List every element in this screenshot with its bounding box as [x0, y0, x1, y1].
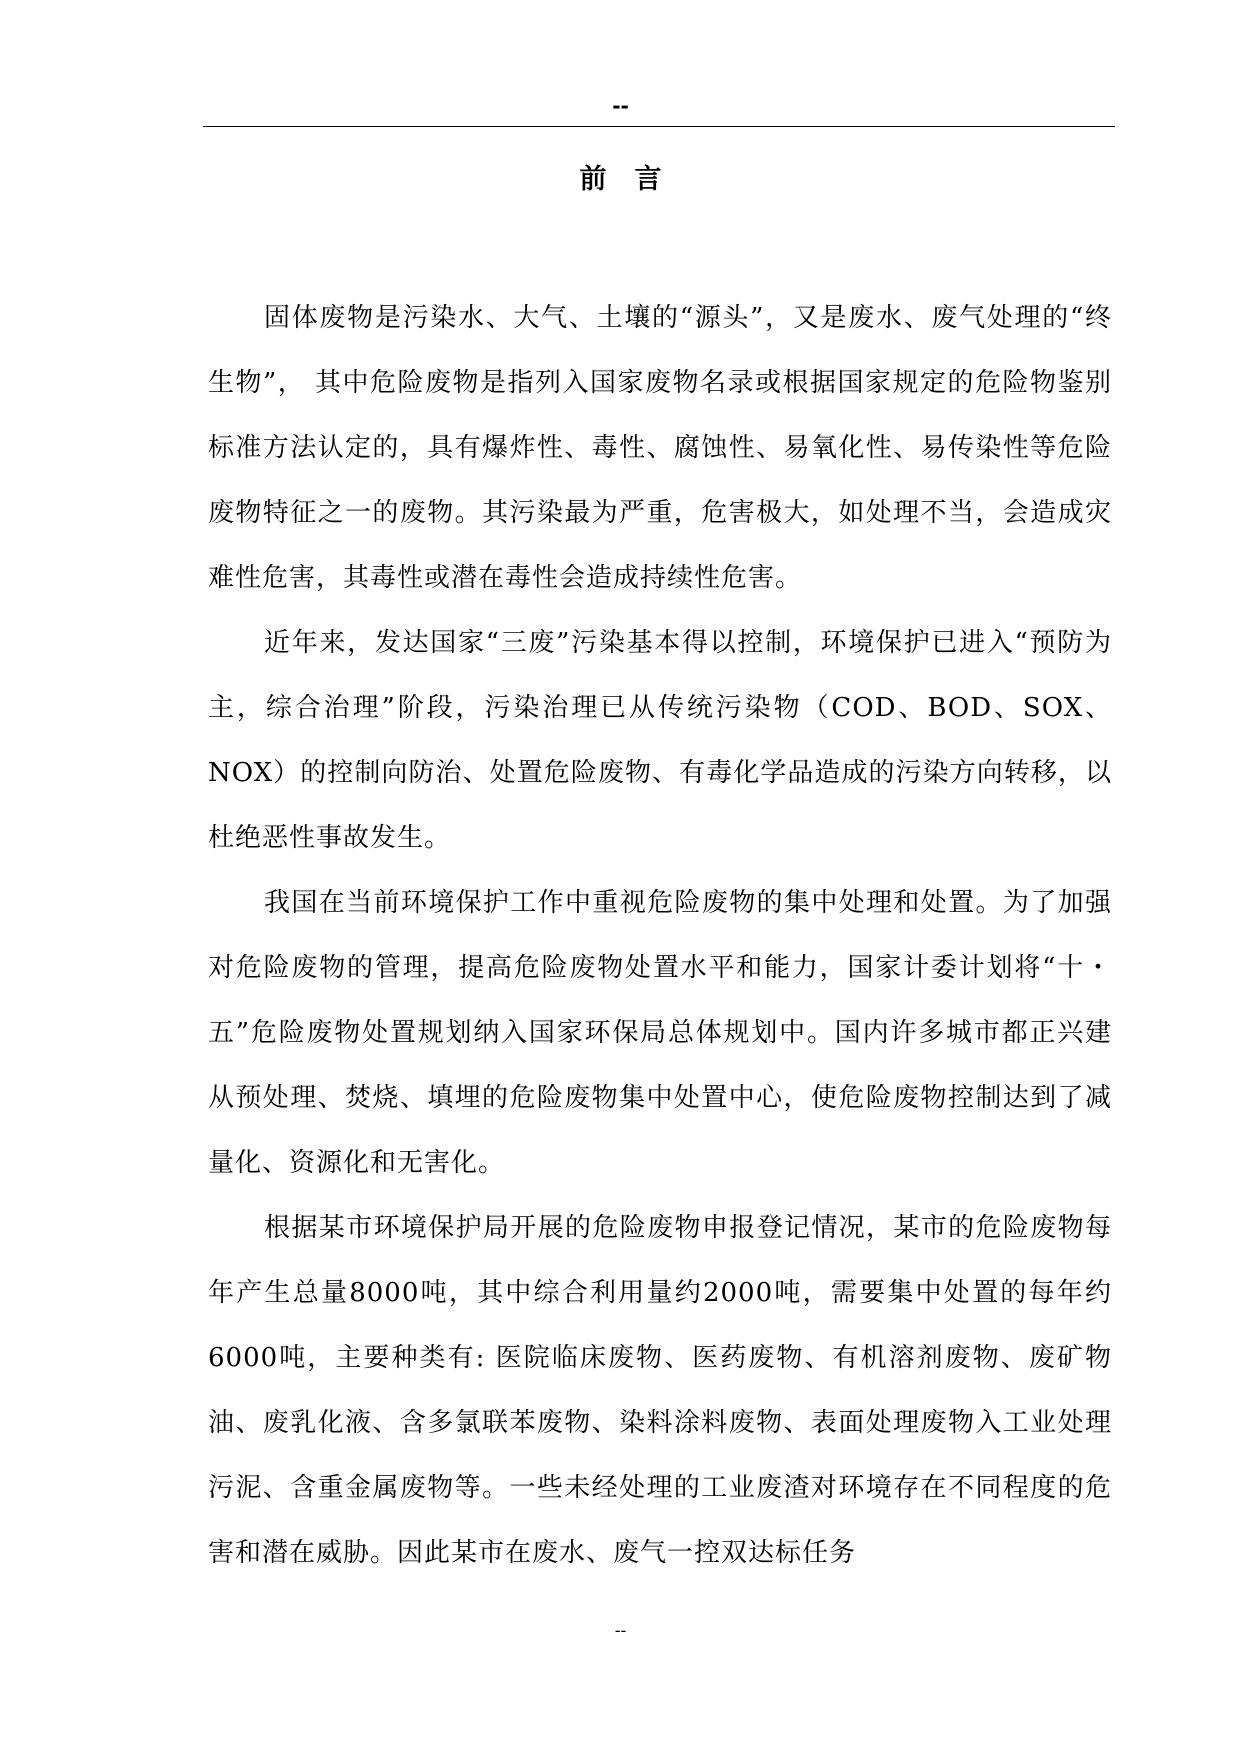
page-title: 前言: [579, 164, 690, 195]
paragraph-3: 我国在当前环境保护工作中重视危险废物的集中处理和处置。为了加强对危险废物的管理，提高危险废物处置水平和能力，国家计委计划将“十・五”危险废物处置规划纳入国家环保局总体规划中。国内许多城市都正兴建从预处理、焚烧、填埋的危险废物集中处置中心，使危险废物控制达到了减量化、资源化和无害化。: [208, 888, 1112, 1178]
page-header-mark: --: [612, 94, 629, 118]
header-divider: [203, 126, 1115, 127]
page-footer-mark: --: [614, 1621, 627, 1640]
paragraph-1: 固体废物是污染水、大气、土壤的“源头”，又是废水、废气处理的“终生物”， 其中危险废物是指列入国家废物名录或根据国家规定的危险物鉴别标准方法认定的，具有爆炸性、毒性、腐蚀性、易氧化性、易传染性等危险废物特征之一的废物。其污染最为严重，危害极大，如处理不当，会造成灾难性危害，其毒性或潜在毒性会造成持续性危害。: [208, 303, 1112, 593]
document-body: [208, 286, 1112, 1586]
paragraph-4: 根据某市环境保护局开展的危险废物申报登记情况，某市的危险废物每年产生总量8000吨，其中综合利用量约2000吨，需要集中处置的每年约6000吨，主要种类有: 医院临床废物、医药废物、有机溶剂废物、废矿物油、废乳化液、含多氯联苯废物、染料涂料废物、表面处理废物入工业处理污泥、含重金属废物等。一些未经处理的工业废渣对环境存在不同程度的危害和潜在威胁。因此某市在废水、废气一控双达标任务: [208, 1213, 1112, 1568]
paragraph-2: 近年来，发达国家“三废”污染基本得以控制，环境保护已进入“预防为主，综合治理”阶段，污染治理已从传统污染物（COD、BOD、SOX、NOX）的控制向防治、处置危险废物、有毒化学品造成的污染方向转移，以杜绝恶性事故发生。: [208, 628, 1112, 853]
